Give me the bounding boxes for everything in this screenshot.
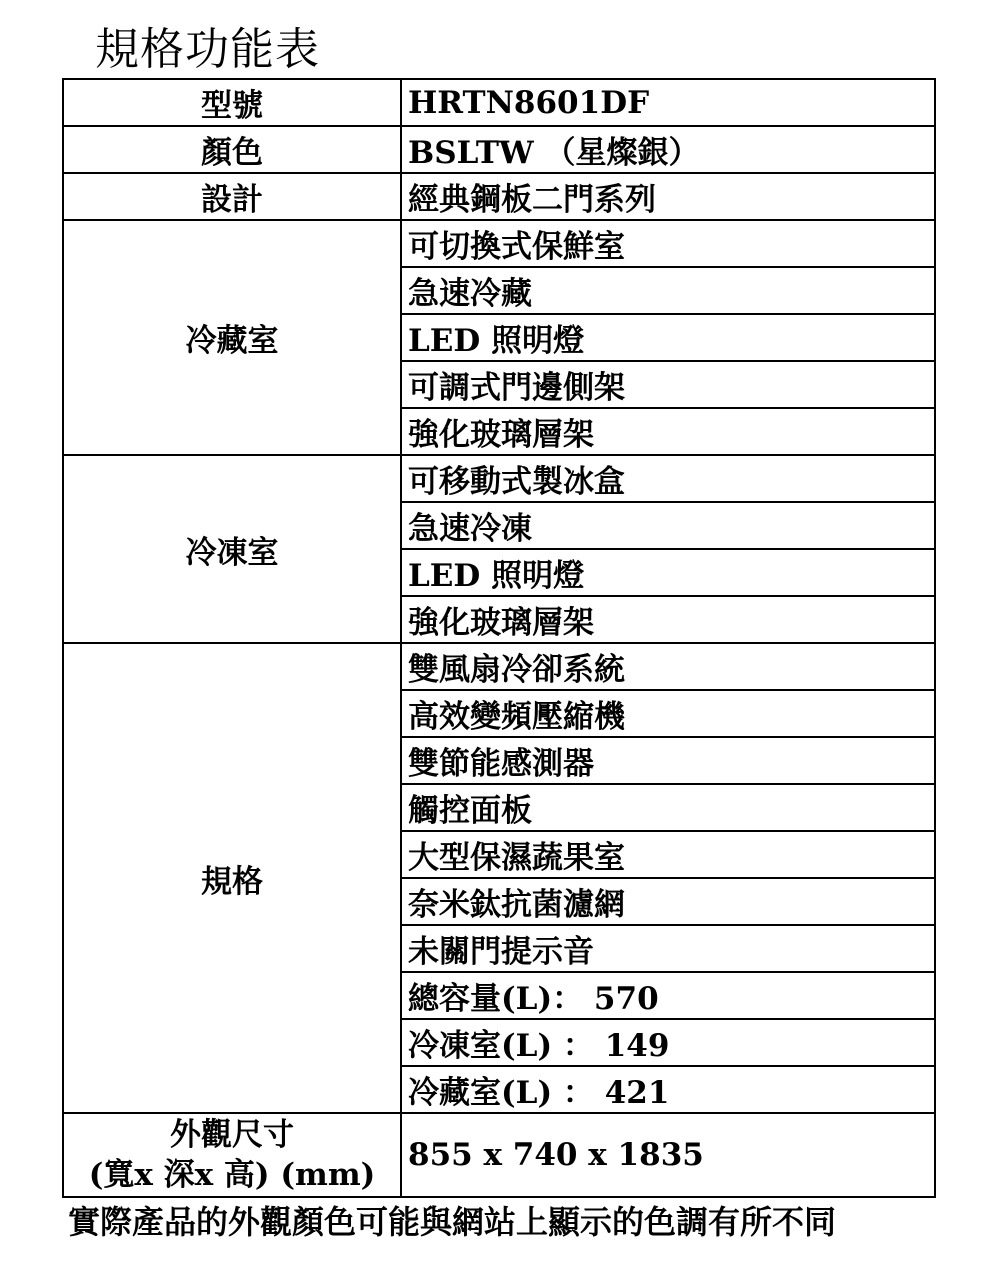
fridge-feature: LED 照明燈 [401,314,935,361]
fridge-feature: 可切換式保鮮室 [401,220,935,267]
table-row-dimensions [63,1113,935,1197]
table-row-specs [63,643,935,690]
freezer-feature: LED 照明燈 [401,549,935,596]
freezer-feature: 急速冷凍 [401,502,935,549]
spec-feature: 高效變頻壓縮機 [401,690,935,737]
table-row-freezer [63,455,935,502]
model-value: HRTN8601DF [401,79,935,126]
dimensions-label: 外觀尺寸 [170,1117,294,1153]
freezer-capacity: 冷凍室(L) ： 149 [401,1019,935,1066]
row-label-specs: 規格 [63,643,401,1113]
spec-feature: 觸控面板 [401,784,935,831]
spec-feature: 大型保濕蔬果室 [401,831,935,878]
row-label-model: 型號 [63,79,401,126]
fridge-feature: 可調式門邊側架 [401,361,935,408]
fridge-capacity: 冷藏室(L) ： 421 [401,1066,935,1113]
design-value: 經典鋼板二門系列 [401,173,935,220]
row-label-freezer: 冷凍室 [63,455,401,643]
fridge-feature: 急速冷藏 [401,267,935,314]
spec-feature: 雙節能感測器 [401,737,935,784]
footnote: 實際產品的外觀顏色可能與網站上顯示的色調有所不同 [68,1203,837,1241]
row-label-color: 顏色 [63,126,401,173]
spec-feature: 奈米鈦抗菌濾網 [401,878,935,925]
spec-feature: 未關門提示音 [401,925,935,972]
fridge-feature: 強化玻璃層架 [401,408,935,455]
spec-table [62,78,936,1198]
table-row-model [63,79,935,126]
row-label-dimensions [63,1113,401,1197]
row-label-fridge: 冷藏室 [63,220,401,455]
table-row-fridge [63,220,935,267]
table-row-color [63,126,935,173]
freezer-feature: 可移動式製冰盒 [401,455,935,502]
freezer-feature: 強化玻璃層架 [401,596,935,643]
dimensions-value: 855 x 740 x 1835 [401,1113,935,1197]
total-capacity: 總容量(L)： 570 [401,972,935,1019]
row-label-design: 設計 [63,173,401,220]
spec-feature: 雙風扇冷卻系統 [401,643,935,690]
table-row-design [63,173,935,220]
color-value: BSLTW （星燦銀） [401,126,935,173]
dimensions-unit-label: (寬x 深x 高) (mm) [88,1157,376,1193]
page-title: 規格功能表 [95,24,320,75]
